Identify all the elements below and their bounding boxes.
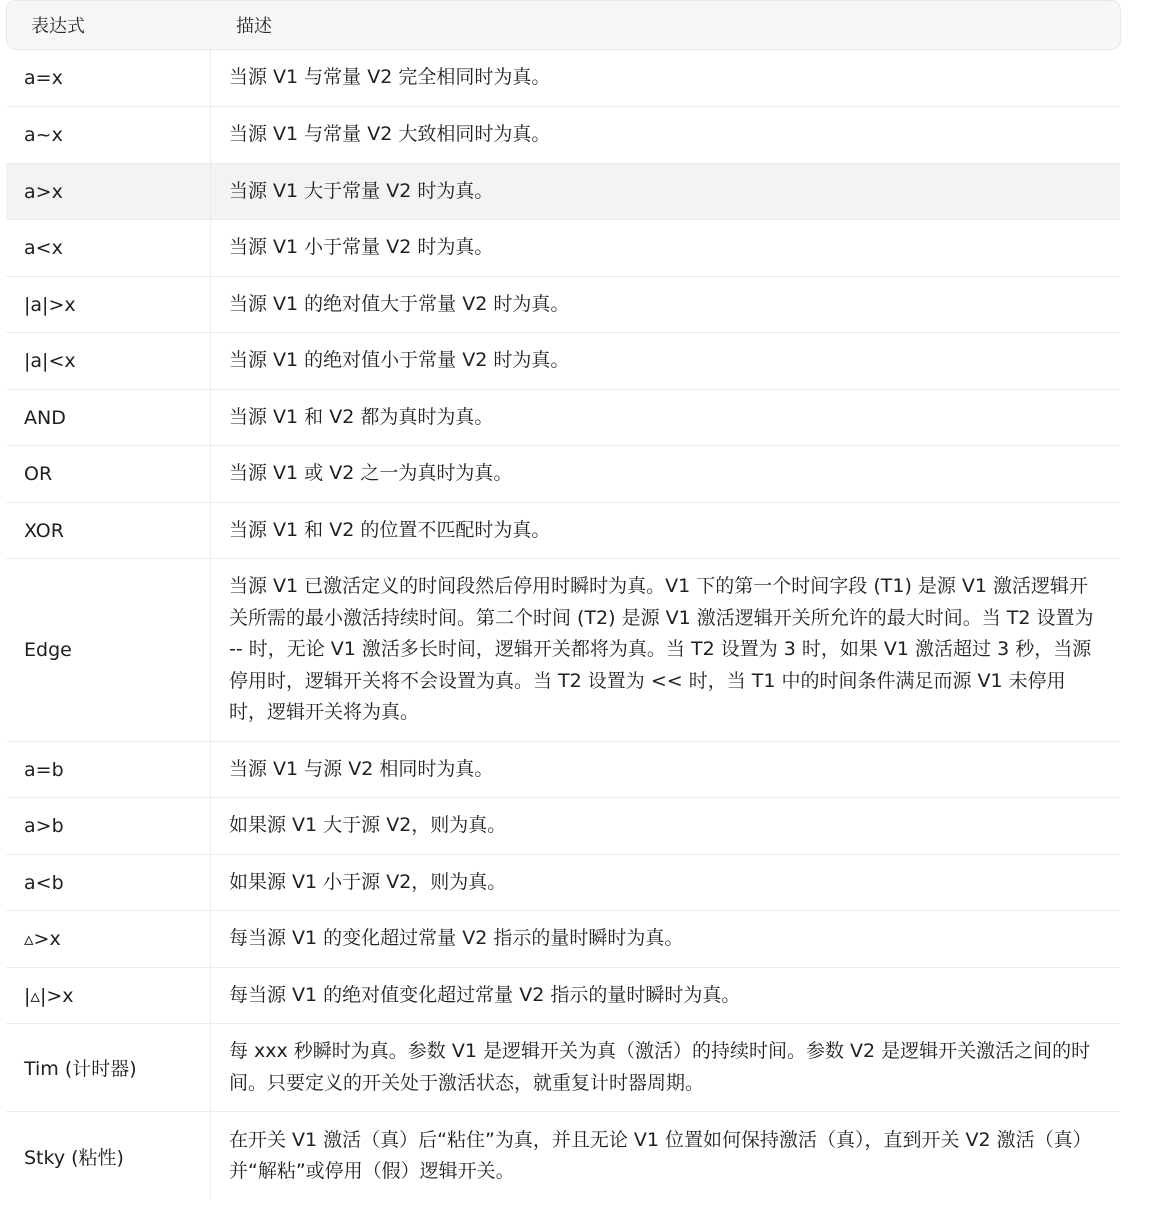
expression-cell: a=x [6, 50, 211, 106]
expression-cell: XOR [6, 503, 211, 558]
description-cell: 当源 V1 的绝对值大于常量 V2 时为真。 [229, 292, 570, 315]
description-cell: 当源 V1 与源 V2 相同时为真。 [229, 757, 494, 780]
description-cell: 当源 V1 大于常量 V2 时为真。 [229, 179, 494, 202]
expression-cell: a=b [6, 742, 211, 797]
table-row [6, 1024, 1120, 1112]
table-row [6, 446, 1120, 503]
description-cell: 当源 V1 和 V2 都为真时为真。 [229, 405, 494, 428]
expression-cell: a>x [6, 164, 211, 219]
description-cell: 当源 V1 已激活定义的时间段然后停用时瞬时为真。V1 下的第一个时间字段 (T1) 是源 V1 激活逻辑开关所需的最小激活持续时间。第二个时间 (T2) 是源 V1 激活逻辑开关所允许的最大时间。当 T2 设置为 -- 时，无论 V1 激活多长时间，逻辑开关都将为真。当 T2 设置为 3 时，如果 V1 激活超过 3 秒，当源停用时，逻辑开关将不会设置为真。当 T2 设置为 << 时，当 T1 中的时间条件满足而源 V1 未停用时，逻辑开关将为真。 [229, 575, 1094, 724]
expression-cell: |▵|>x [6, 968, 211, 1023]
description-cell: 每 xxx 秒瞬时为真。参数 V1 是逻辑开关为真（激活）的持续时间。参数 V2 是逻辑开关激活之间的时间。只要定义的开关处于激活状态，就重复计时器周期。 [229, 1040, 1091, 1094]
description-cell: 当源 V1 或 V2 之一为真时为真。 [229, 462, 513, 485]
expression-cell: Tim (计时器) [6, 1024, 211, 1111]
table-row [6, 1112, 1120, 1200]
expression-cell: AND [6, 390, 211, 445]
expression-cell: Edge [6, 559, 211, 741]
header-description: 描述 [236, 16, 272, 37]
description-cell: 在开关 V1 激活（真）后“粘住”为真，并且无论 V1 位置如何保持激活（真），直到开关 V2 激活（真）并“解粘”或停用（假）逻辑开关。 [229, 1128, 1092, 1182]
table-row [6, 390, 1120, 446]
table-row [6, 333, 1120, 390]
table-row [6, 220, 1120, 277]
expression-cell: a~x [6, 107, 211, 163]
expression-cell: Stky (粘性) [6, 1112, 211, 1200]
description-cell: 当源 V1 与常量 V2 大致相同时为真。 [229, 123, 551, 146]
logic-switch-table [6, 0, 1121, 1200]
description-cell: 当源 V1 与常量 V2 完全相同时为真。 [229, 66, 551, 89]
description-cell: 如果源 V1 大于源 V2，则为真。 [229, 814, 507, 837]
description-cell: 如果源 V1 小于源 V2，则为真。 [229, 870, 507, 893]
expression-cell: |a|<x [6, 333, 211, 389]
table-row [6, 798, 1120, 855]
table-row [6, 277, 1120, 333]
table-row [6, 742, 1120, 798]
description-cell: 当源 V1 和 V2 的位置不匹配时为真。 [229, 518, 551, 541]
description-cell: 当源 V1 小于常量 V2 时为真。 [229, 236, 494, 259]
table-row [6, 968, 1120, 1024]
table-row [6, 911, 1120, 968]
expression-cell: a>b [6, 798, 211, 854]
table-row [6, 164, 1120, 220]
expression-cell: OR [6, 446, 211, 502]
table-row [6, 50, 1120, 107]
expression-cell: a<x [6, 220, 211, 276]
description-cell: 每当源 V1 的绝对值变化超过常量 V2 指示的量时瞬时为真。 [229, 983, 741, 1006]
description-cell: 每当源 V1 的变化超过常量 V2 指示的量时瞬时为真。 [229, 927, 684, 950]
table-row [6, 559, 1120, 742]
table-header [6, 0, 1121, 50]
expression-cell: ▵>x [6, 911, 211, 967]
expression-cell: a<b [6, 855, 211, 910]
table-row [6, 107, 1120, 164]
header-expression: 表达式 [31, 16, 85, 37]
expression-cell: |a|>x [6, 277, 211, 332]
description-cell: 当源 V1 的绝对值小于常量 V2 时为真。 [229, 349, 570, 372]
table-row [6, 503, 1120, 559]
table-row [6, 855, 1120, 911]
